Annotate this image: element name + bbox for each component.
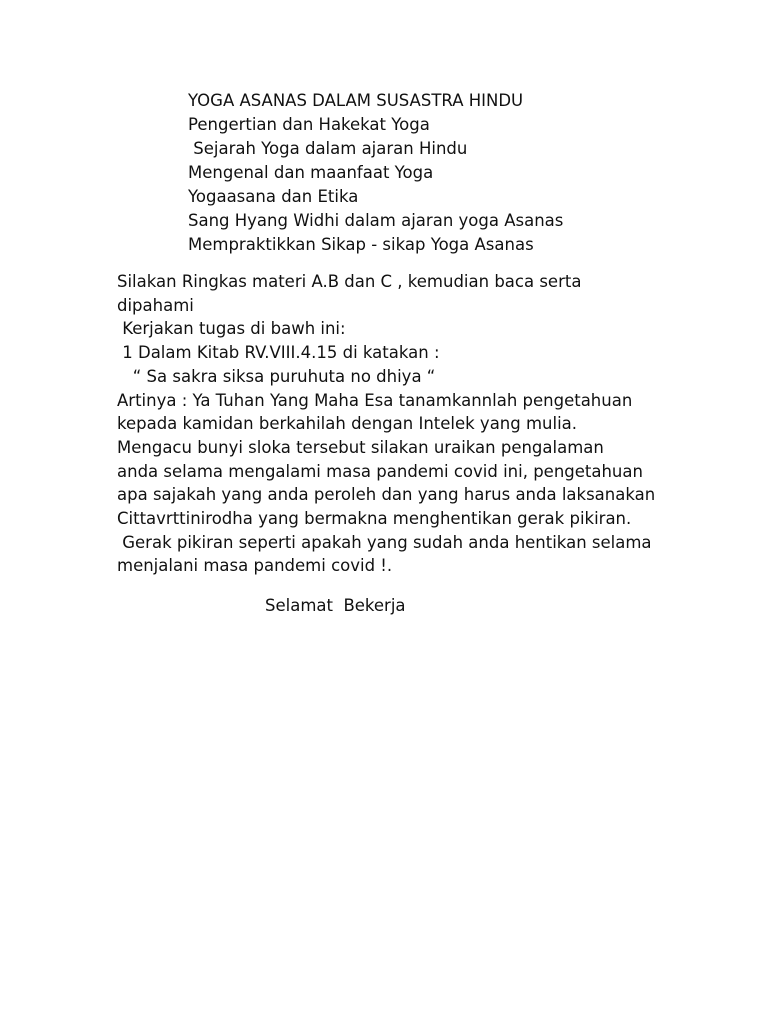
task-question: apa sajakah yang anda peroleh dan yang harus anda laksanakan bbox=[117, 485, 656, 505]
topic-item: Sejarah Yoga dalam ajaran Hindu bbox=[188, 139, 468, 158]
topic-item: Yogaasana dan Etika bbox=[188, 187, 359, 206]
task-question: menjalani masa pandemi covid !. bbox=[117, 556, 393, 576]
sloka-meaning: Artinya : Ya Tuhan Yang Maha Esa tanamkannlah pengetahuan bbox=[117, 390, 633, 410]
topic-item: Sang Hyang Widhi dalam ajaran yoga Asanas bbox=[188, 211, 564, 230]
assignment-text bbox=[117, 270, 737, 578]
topic-item: Mempraktikkan Sikap - sikap Yoga Asanas bbox=[188, 235, 534, 254]
task-item: 1 Dalam Kitab RV.VIII.4.15 di katakan : bbox=[117, 343, 440, 363]
sloka-quote: “ Sa sakra siksa puruhuta no dhiya “ bbox=[117, 366, 436, 386]
topic-list bbox=[188, 89, 688, 257]
task-question: Cittavrttinirodha yang bermakna menghentikan gerak pikiran. bbox=[117, 509, 632, 529]
task-heading: Kerjakan tugas di bawh ini: bbox=[117, 319, 346, 339]
closing-greeting: Selamat Bekerja bbox=[265, 596, 406, 615]
instruction-line: dipahami bbox=[117, 295, 194, 315]
task-question: Gerak pikiran seperti apakah yang sudah anda hentikan selama bbox=[117, 532, 652, 552]
document-title: YOGA ASANAS DALAM SUSASTRA HINDU bbox=[188, 91, 524, 110]
task-question: anda selama mengalami masa pandemi covid ini, pengetahuan bbox=[117, 461, 643, 481]
topic-item: Pengertian dan Hakekat Yoga bbox=[188, 115, 430, 134]
task-question: Mengacu bunyi sloka tersebut silakan uraikan pengalaman bbox=[117, 437, 604, 457]
sloka-meaning: kepada kamidan berkahilah dengan Intelek yang mulia. bbox=[117, 414, 578, 434]
topic-item: Mengenal dan maanfaat Yoga bbox=[188, 163, 434, 182]
instruction-line: Silakan Ringkas materi A.B dan C , kemudian baca serta bbox=[117, 272, 582, 291]
